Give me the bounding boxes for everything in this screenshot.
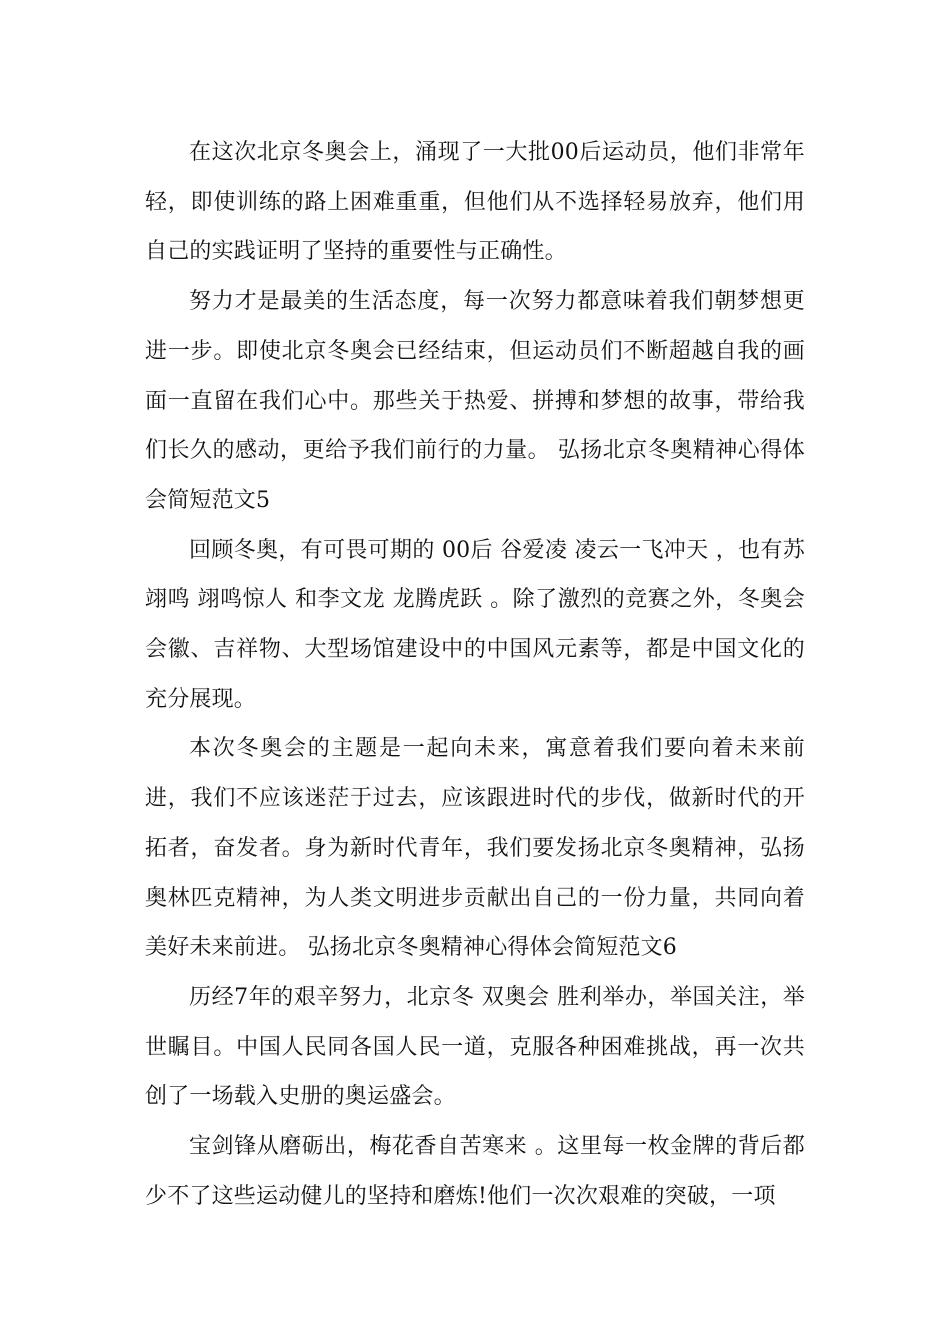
paragraph-3: 回顾冬奥，有可畏可期的 00后 谷爱凌 凌云一飞冲天 ，也有苏翊鸣 翊鸣惊人 和李文龙 龙腾虎跃 。除了激烈的竞赛之外，冬奥会会徽、吉祥物、大型场馆建设中的中国风元素等，都是中国文化的充分展现。: [145, 537, 805, 712]
paragraph-2: 努力才是最美的生活态度，每一次努力都意味着我们朝梦想更进一步。即使北京冬奥会已经结束，但运动员们不断超越自我的画面一直留在我们心中。那些关于热爱、拼搏和梦想的故事，带给我们长久的感动，更给予我们前行的力量。 弘扬北京冬奥精神心得体会简短范文5: [145, 289, 805, 513]
paragraph-6: 宝剑锋从磨砺出，梅花香自苦寒来 。这里每一枚金牌的背后都少不了这些运动健儿的坚持和磨炼!他们一次次艰难的突破，一项: [145, 1134, 805, 1209]
paragraph-5: 历经7年的艰辛努力，北京冬 双奥会 胜利举办，举国关注，举世瞩目。中国人民同各国人民一道，克服各种困难挑战，再一次共创了一场载入史册的奥运盛会。: [145, 984, 805, 1110]
paragraph-4: 本次冬奥会的主题是一起向未来，寓意着我们要向着未来前进，我们不应该迷茫于过去，应该跟进时代的步伐，做新时代的开拓者，奋发者。身为新时代青年，我们要发扬北京冬奥精神，弘扬奥林匹克精神，为人类文明进步贡献出自己的一份力量，共同向着美好未来前进。 弘扬北京冬奥精神心得体会简短范文6: [145, 736, 805, 961]
paragraph-1: 在这次北京冬奥会上，涌现了一大批00后运动员，他们非常年轻，即使训练的路上困难重重，但他们从不选择轻易放弃，他们用自己的实践证明了坚持的重要性与正确性。: [145, 140, 805, 265]
document-body: [145, 128, 805, 1221]
